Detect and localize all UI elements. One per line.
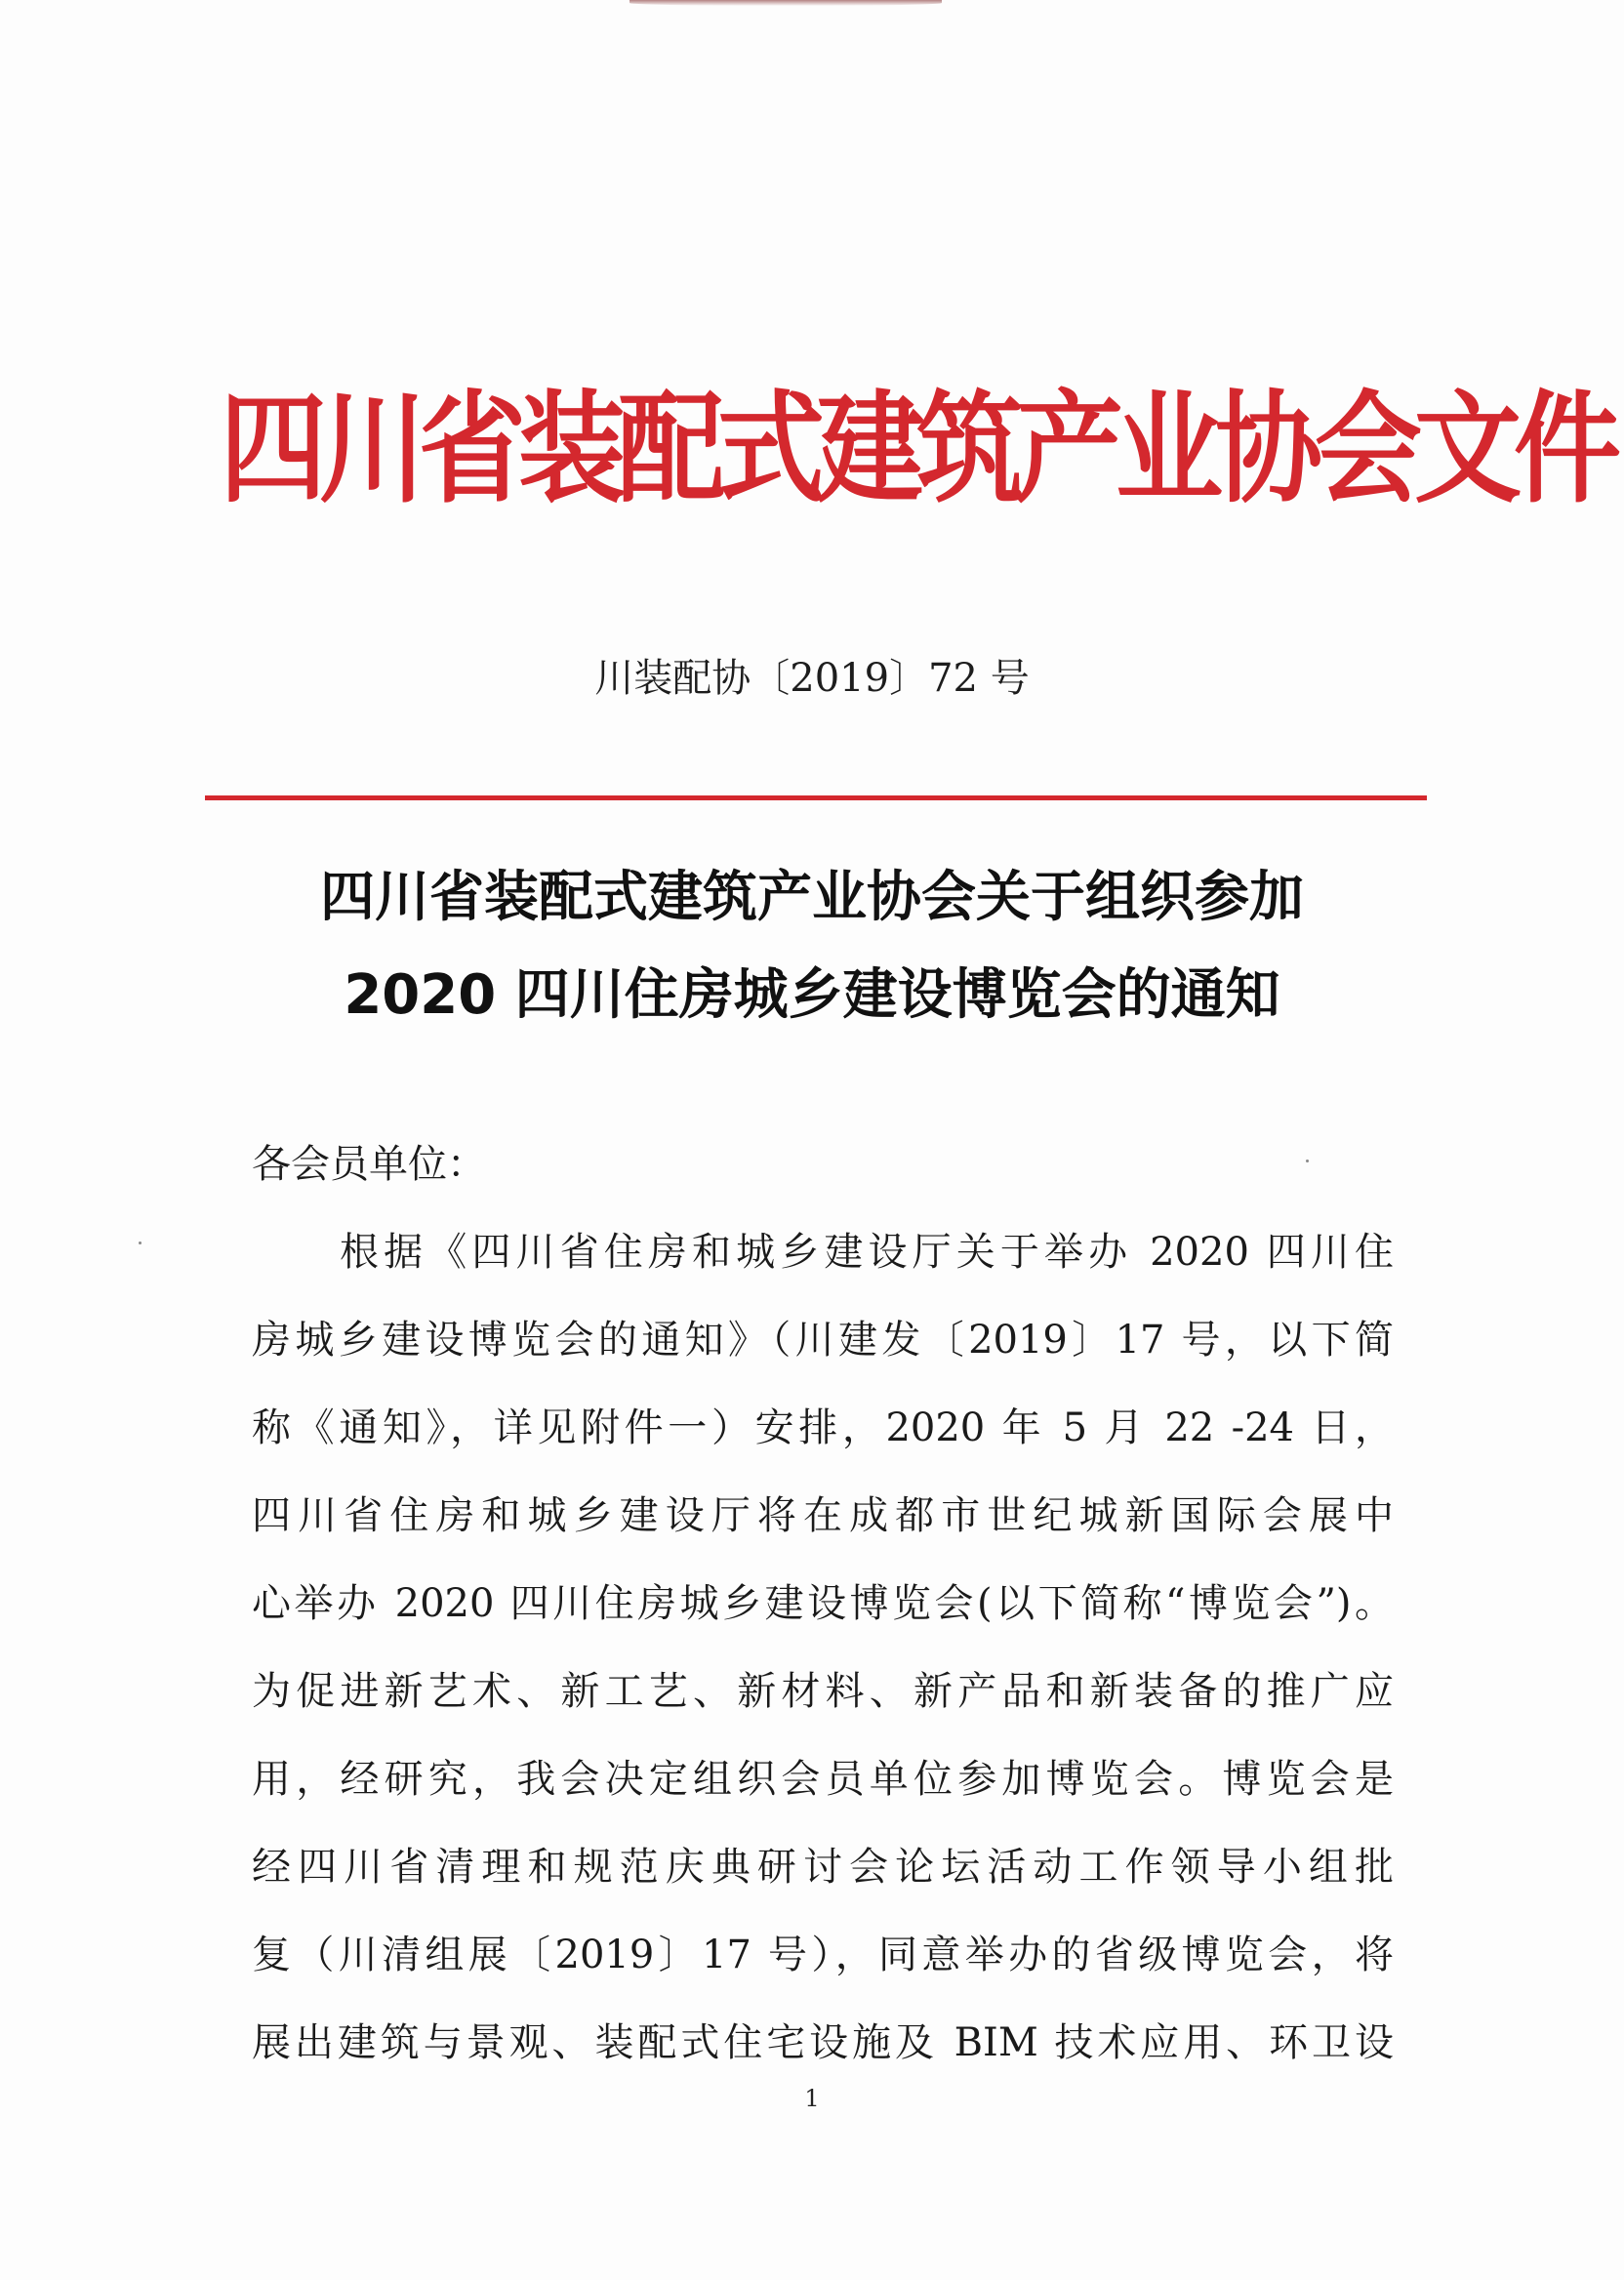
body-line: 称《通知》，详见附件一）安排，2020 年 5 月 22 -24 日， [252, 1405, 1394, 1450]
scan-speck [139, 1242, 142, 1244]
body-line: 根据《四川省住房和城乡建设厅关于举办 2020 四川住 [340, 1230, 1394, 1275]
scan-edge-mark [629, 0, 942, 6]
body-line: 为促进新艺术、新工艺、新材料、新产品和新装备的推广应 [252, 1669, 1394, 1714]
title-line-2: 2020 四川住房城乡建设博览会的通知 [344, 963, 1280, 1027]
body-line: 经四川省清理和规范庆典研讨会论坛活动工作领导小组批 [252, 1845, 1394, 1890]
page-number: 1 [804, 2085, 820, 2112]
body-line: 四川省住房和城乡建设厅将在成都市世纪城新国际会展中 [252, 1493, 1394, 1538]
body-line: 心举办 2020 四川住房城乡建设博览会(以下简称“博览会”)。 [252, 1581, 1394, 1626]
body-line: 房城乡建设博览会的通知》（川建发〔2019〕17 号，以下简 [252, 1318, 1394, 1363]
scan-speck [1306, 1160, 1309, 1162]
masthead-title: 四川省装配式建筑产业协会文件 [220, 378, 1613, 519]
body-line: 复（川清组展〔2019〕17 号），同意举办的省级博览会，将 [252, 1933, 1394, 1977]
salutation: 各会员单位： [252, 1142, 486, 1187]
document-number: 川装配协〔2019〕72 号 [594, 656, 1030, 701]
body-line: 用，经研究，我会决定组织会员单位参加博览会。博览会是 [252, 1757, 1394, 1802]
body-line: 展出建筑与景观、装配式住宅设施及 BIM 技术应用、环卫设 [252, 2020, 1394, 2065]
title-line-1: 四川省装配式建筑产业协会关于组织参加 [320, 866, 1304, 929]
document-title [0, 849, 1624, 1044]
body-text [252, 1120, 1394, 2087]
red-divider-line [205, 795, 1427, 800]
